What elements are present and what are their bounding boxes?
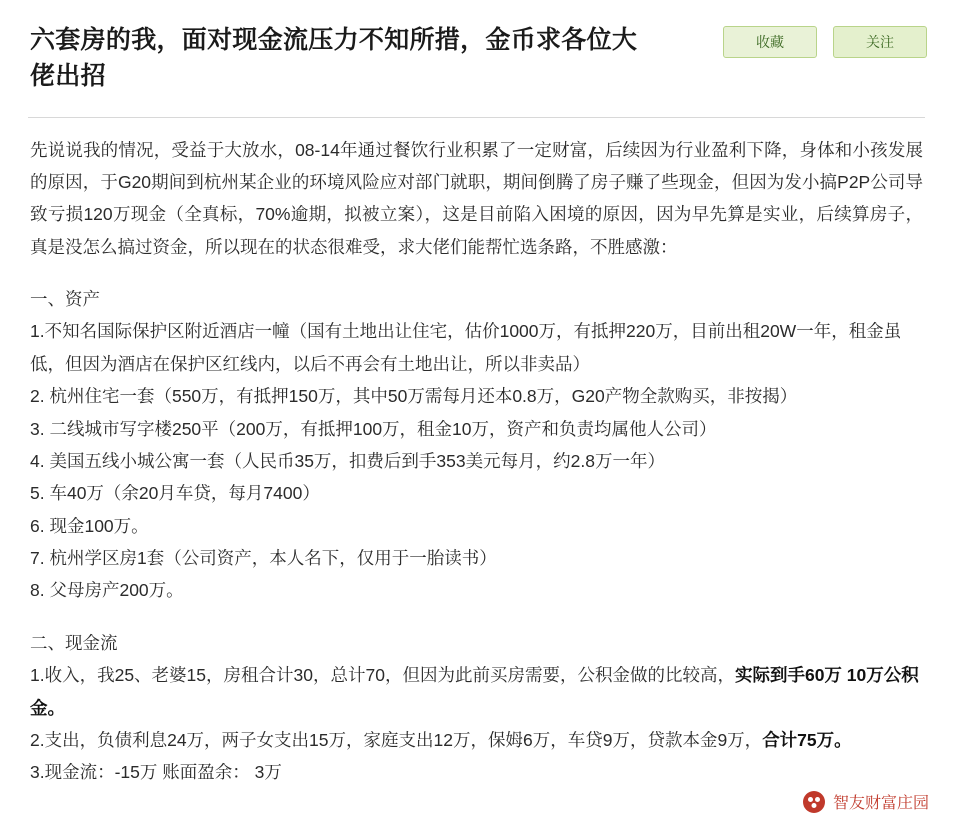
list-item: 3. 二线城市写字楼250平（200万，有抵押100万，租金10万，资产和负责均属他人公司） [30, 418, 717, 439]
list-item-text: 1.收入，我25、老婆15，房租合计30，总计70，但因为此前买房需要，公积金做的比较高， [30, 665, 735, 686]
list-item [30, 756, 923, 788]
list-item: 5. 车40万（余20月车贷，每月7400） [30, 483, 320, 504]
section-title-cashflow: 二、现金流 [30, 632, 118, 653]
wechat-icon [803, 791, 825, 813]
list-item [30, 724, 923, 756]
section-title-assets: 一、资产 [30, 289, 100, 309]
follow-button[interactable]: 关注 [833, 26, 927, 58]
list-item: 1.不知名国际保护区附近酒店一幢（国有土地出让住宅，估价1000万，有抵押220万，目前出租20W一年，租金虽低，但因为酒店在保护区红线内，以后不再会有土地出让，所以非卖品） [30, 321, 902, 374]
header-divider [28, 117, 925, 118]
watermark-text: 智友财富庄园 [832, 795, 929, 812]
list-item-emphasis: 合计75万。 [762, 729, 852, 750]
header-actions [723, 26, 927, 58]
list-item: 6. 现金100万。 [30, 515, 149, 536]
list-item-emphasis: 实际到手60万 10万公积金。 [30, 665, 919, 718]
list-item: 4. 美国五线小城公寓一套（人民币35万，扣费后到手353美元每月，约2.8万一年） [30, 450, 665, 471]
watermark [803, 790, 929, 813]
paragraph-spacer [30, 263, 923, 283]
article-body [26, 134, 927, 789]
intro-paragraph: 先说说我的情况，受益于大放水，08-14年通过餐饮行业积累了一定财富，后续因为行业盈利下降，身体和小孩发展的原因，于G20期间到杭州某企业的环境风险应对部门就职，期间倒腾了房子赚了些现金，但因为发小搞P2P公司导致亏损120万现金（全真标，70%逾期，拟被立案），这是目前陷入困境的原因，因为早先算是实业，后续算房子，真是没怎么搞过资金，所以现在的状态很难受，求大佬们能帮忙选条路，不胜感激： [30, 139, 923, 257]
favorite-button[interactable]: 收藏 [723, 26, 817, 58]
list-item: 2. 杭州住宅一套（550万，有抵押150万，其中50万需每月还本0.8万，G20产物全款购买，非按揭） [30, 386, 798, 407]
article-header [26, 18, 927, 95]
list-item-text: 3.现金流：-15万 账面盈余： 3万 [30, 762, 282, 783]
list-item: 7. 杭州学区房1套（公司资产，本人名下，仅用于一胎读书） [30, 548, 497, 568]
page-title: 六套房的我，面对现金流压力不知所措，金币求各位大佬出招 [30, 26, 638, 91]
list-item [30, 659, 923, 724]
paragraph-spacer [30, 607, 923, 627]
list-item: 8. 父母房产200万。 [30, 580, 184, 601]
list-item-text: 2.支出，负债利息24万，两子女支出15万，家庭支出12万，保姆6万，车贷9万，贷款本金9万， [30, 729, 763, 750]
